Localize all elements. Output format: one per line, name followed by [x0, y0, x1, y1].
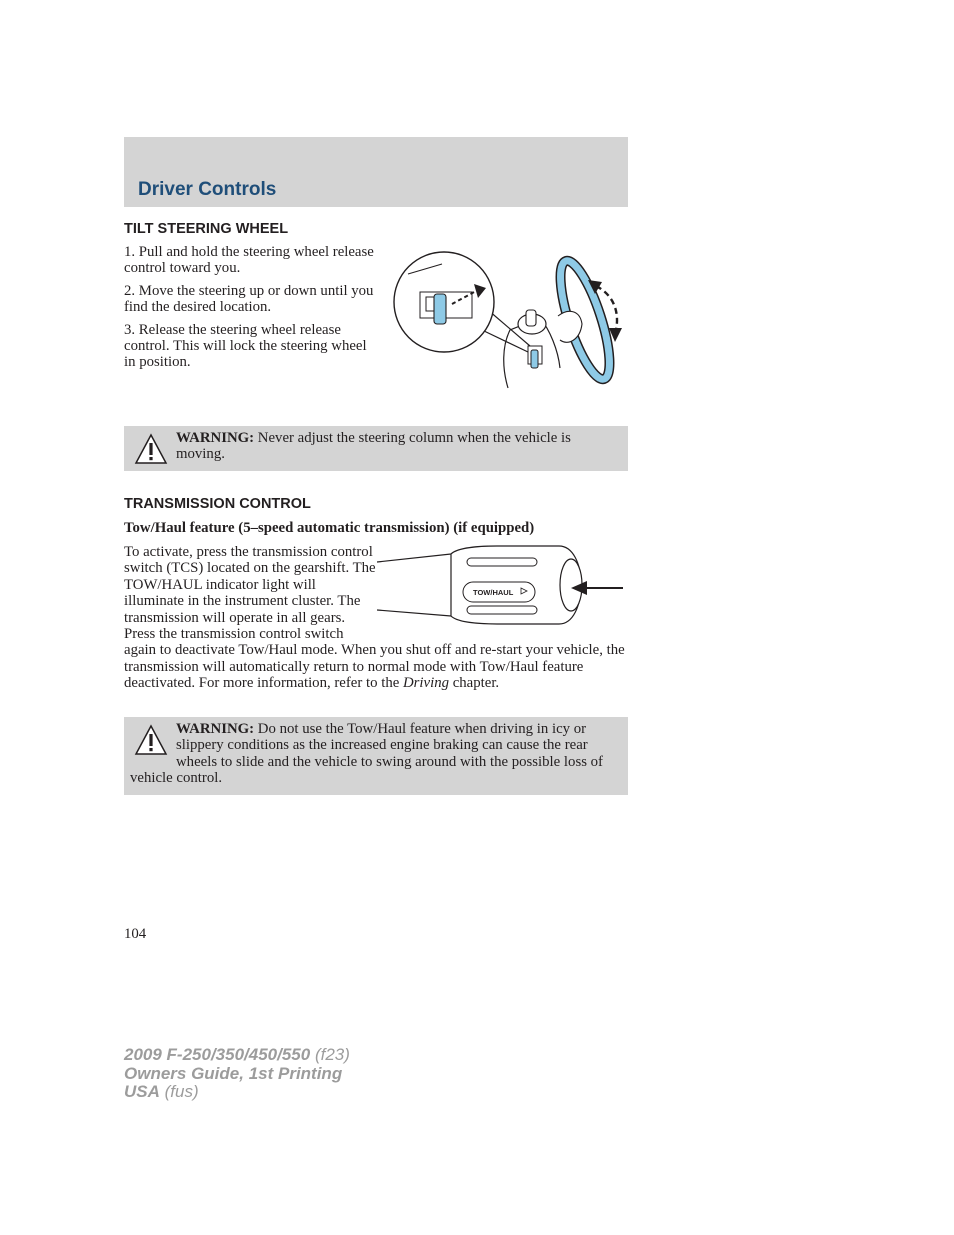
tilt-step-1: 1. Pull and hold the steering wheel release control toward you.	[124, 244, 374, 277]
tilt-steps-list	[124, 244, 374, 377]
tow-haul-switch-label: TOW/HAUL	[473, 588, 514, 597]
footer-printing: Owners Guide, 1st Printing	[124, 1063, 343, 1083]
header-band	[124, 137, 628, 207]
footer-market-code: (fus)	[159, 1082, 199, 1101]
footer-model-code: (f23)	[310, 1045, 350, 1064]
warning-text: Do not use the Tow/Haul feature when driving in icy or slippery conditions as the increased engine braking can cause the rear wheels to slide and the vehicle to swing around with the possible loss of vehicle control.	[130, 721, 603, 787]
tow-haul-paragraph	[124, 544, 629, 692]
footer-model: 2009 F-250/350/450/550	[124, 1045, 311, 1064]
tilt-warning-box	[124, 426, 628, 471]
tow-haul-text: To activate, press the transmission control switch (TCS) located on the gearshift. The TOW/HAUL indicator light will illuminate in the instrument cluster. The transmission will operate in all gears. Press the transmission control switch again to deactivate Tow/Haul mode. When you shut off and re-start your vehicle, the transmission will automatically return to normal mode with Tow/Haul feature deactivated. For more information, refer to the	[124, 544, 625, 692]
warning-label: WARNING:	[176, 721, 255, 737]
tow-haul-text-end: chapter.	[449, 675, 500, 692]
warning-text: Never adjust the steering column when the vehicle is moving.	[176, 430, 571, 463]
tow-haul-warning-box	[124, 717, 628, 795]
footer-market: USA	[124, 1082, 160, 1101]
tilt-step-3: 3. Release the steering wheel release control. This will lock the steering wheel in position.	[124, 321, 367, 371]
gearshift-tcs-illustration	[377, 544, 629, 642]
document-footer	[124, 1046, 350, 1102]
tilt-steering-illustration	[390, 250, 630, 398]
driving-chapter-ref: Driving	[402, 675, 450, 692]
warning-triangle-icon	[134, 723, 168, 757]
page-title: Driver Controls	[138, 179, 277, 200]
tilt-steering-heading: TILT STEERING WHEEL	[124, 221, 289, 237]
warning-triangle-icon	[134, 432, 168, 466]
tow-haul-subheading: Tow/Haul feature (5–speed automatic transmission) (if equipped)	[124, 520, 535, 536]
warning-label: WARNING:	[176, 430, 255, 446]
transmission-control-heading: TRANSMISSION CONTROL	[124, 496, 311, 512]
tilt-step-2: 2. Move the steering up or down until you find the desired location.	[124, 282, 374, 316]
page-number: 104	[124, 926, 147, 942]
